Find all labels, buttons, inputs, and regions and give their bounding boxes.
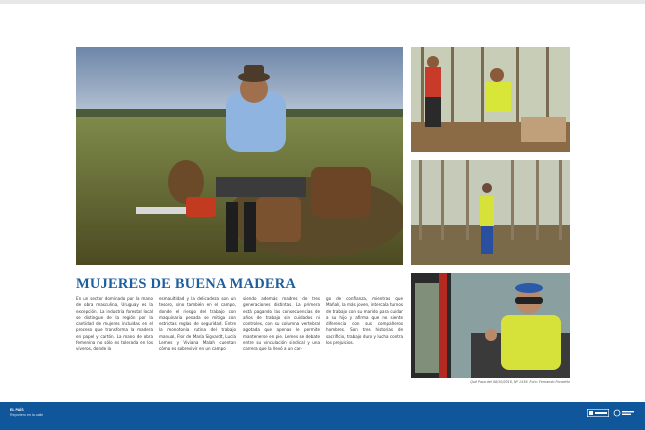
top-edge-bar — [0, 0, 645, 4]
article-column-2-text: esmaultidad y la delicadeza son un tesoro, sino también en el campo, donde el riesgo del trabajo con maquinaria pesada se mitiga con estrictas reglas de seguridad. Entre la monotonía rutina del trabajo manual, Flor de María Sigvardt, Lucía Lemes y Viviana Malah cuentan cómo es sobrevivir en un campo — [159, 296, 236, 352]
photo-caption: Qué Pasa del 08/10/2016, Nº 1438. Foto: Fernando Ponzetto — [470, 380, 570, 384]
article-column-4 — [326, 296, 403, 346]
article-column-1-text: En un sector dominado por la mano de obra masculina, Uruguay es la excepción. La industria forestal local se distingue de la región por la cantidad de mujeres incluidas en el proceso que transforma la madera en papel y cartón. La mano de obra femenina no sólo es tolerada en los viveros, donde la — [76, 296, 153, 352]
footer-band — [0, 402, 645, 430]
article-column-3-text: siendo además madres de tres generaciones distintas. La primera está pagando las consecuencias de años de trabajo sin cuidados ni controles, con su columna vertebral agotada que apenas le permite mantenerse en pie. Lemes se debate entre su vinculación sindical y una carrera que la llevó a un car- — [243, 296, 320, 352]
logo-2-icon — [613, 409, 635, 417]
footer-title: EL PAÍS — [10, 408, 24, 412]
article-headline: MUJERES DE BUENA MADERA — [76, 276, 297, 292]
article-column-2 — [159, 296, 236, 353]
article-column-1 — [76, 296, 153, 353]
side-photo-women-in-forest — [411, 47, 570, 152]
main-photo-woman-with-chainsaw — [76, 47, 403, 265]
side-photo-worker-in-vest — [411, 160, 570, 265]
article-column-3 — [243, 296, 320, 353]
article-column-4-text: go de confianza, mientras que Mañalí, la más joven, intercala turnos de trabajo con su marido para cuidar a su hijo y afirma que no siente diferencia con sus compañeros hombres. Son tres historias de sacrificio, trabajo duro y lucha contra los prejuicios. — [326, 296, 403, 346]
footer-subtitle: Reportero en la calle — [10, 413, 44, 417]
logo-1-icon — [587, 409, 609, 417]
footer-logos — [587, 409, 635, 417]
side-photo-operator-in-cab — [411, 273, 570, 378]
